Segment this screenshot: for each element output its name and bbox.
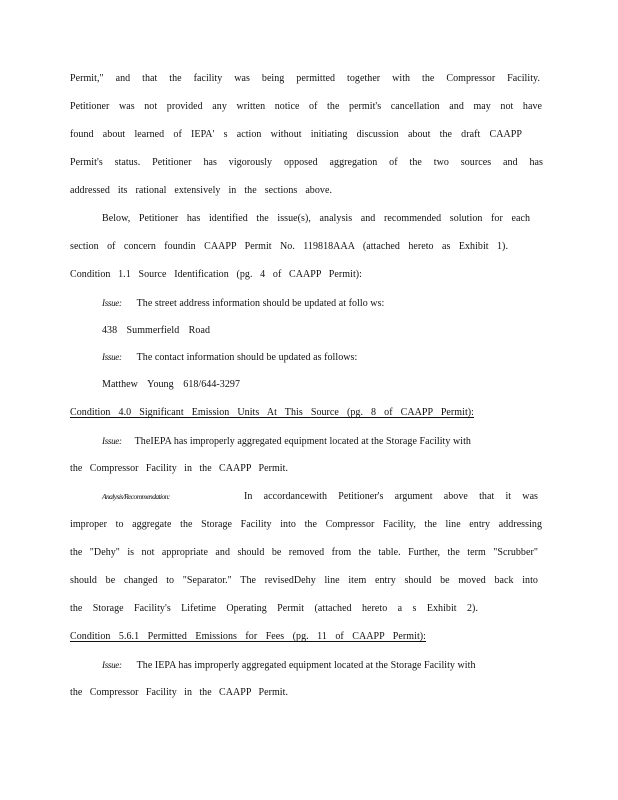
issue-line [102,297,424,310]
paragraph-line: the Compressor Facility in the CAAPP Permit. [70,687,288,698]
issue-text: TheIEPA has improperly aggregated equipment located at the Storage Facility with [134,436,471,447]
analysis-label: Analysis/Recommendation: [102,492,170,501]
paragraph-line: the Compressor Facility in the CAAPP Permit. [70,463,288,474]
paragraph-line: the "Dehy" is not appropriate and should be removed from the table. Further, the term "Scrubber" [70,547,538,558]
paragraph-line: section of concern foundin CAAPP Permit No. 119818AAA (attached hereto as Exhibit 1). [70,241,508,252]
condition-heading: Condition 5.6.1 Permitted Emissions for Fees (pg. 11 of CAAPP Permit): [70,631,426,642]
paragraph-line: Permit's status. Petitioner has vigorously opposed aggregation of the two sources and has [70,157,543,168]
issue-text: The contact information should be updated as follows: [136,352,358,363]
issue-text: The street address information should be updated at follo ws: [136,298,385,309]
paragraph-line: the Storage Facility's Lifetime Operating Permit (attached hereto a s Exhibit 2). [70,603,478,614]
paragraph-line: Below, Petitioner has identified the issue(s), analysis and recommended solution for each [102,213,530,224]
issue-text: The IEPA has improperly aggregated equipment located at the Storage Facility with [136,660,476,671]
condition-heading: Condition 1.1 Source Identification (pg. 4 of CAAPP Permit): [70,269,362,280]
issue-label: Issue: [102,436,122,446]
paragraph-line: should be changed to "Separator." The revisedDehy line item entry should be moved back into [70,575,538,586]
paragraph-line: In accordancewith Petitioner's argument above that it was [244,491,538,502]
issue-label: Issue: [102,298,122,308]
paragraph-line: addressed its rational extensively in the sections above. [70,185,332,196]
contact-line: Matthew Young 618/644-3297 [102,379,240,390]
issue-label: Issue: [102,352,122,362]
paragraph-line: found about learned of IEPA' s action without initiating discussion about the draft CAAPP [70,129,522,140]
issue-line [102,659,540,672]
issue-line [102,435,540,448]
paragraph-line: Permit," and that the facility was being permitted together with the Compressor Facility. [70,73,540,84]
address-line: 438 Summerfield Road [102,325,210,336]
issue-label: Issue: [102,660,122,670]
condition-heading: Condition 4.0 Significant Emission Units At This Source (pg. 8 of CAAPP Permit): [70,407,474,418]
issue-line [102,351,394,364]
paragraph-line: Petitioner was not provided any written notice of the permit's cancellation and may not have [70,101,542,112]
paragraph-line: improper to aggregate the Storage Facility into the Compressor Facility, the line entry addressing [70,519,542,530]
